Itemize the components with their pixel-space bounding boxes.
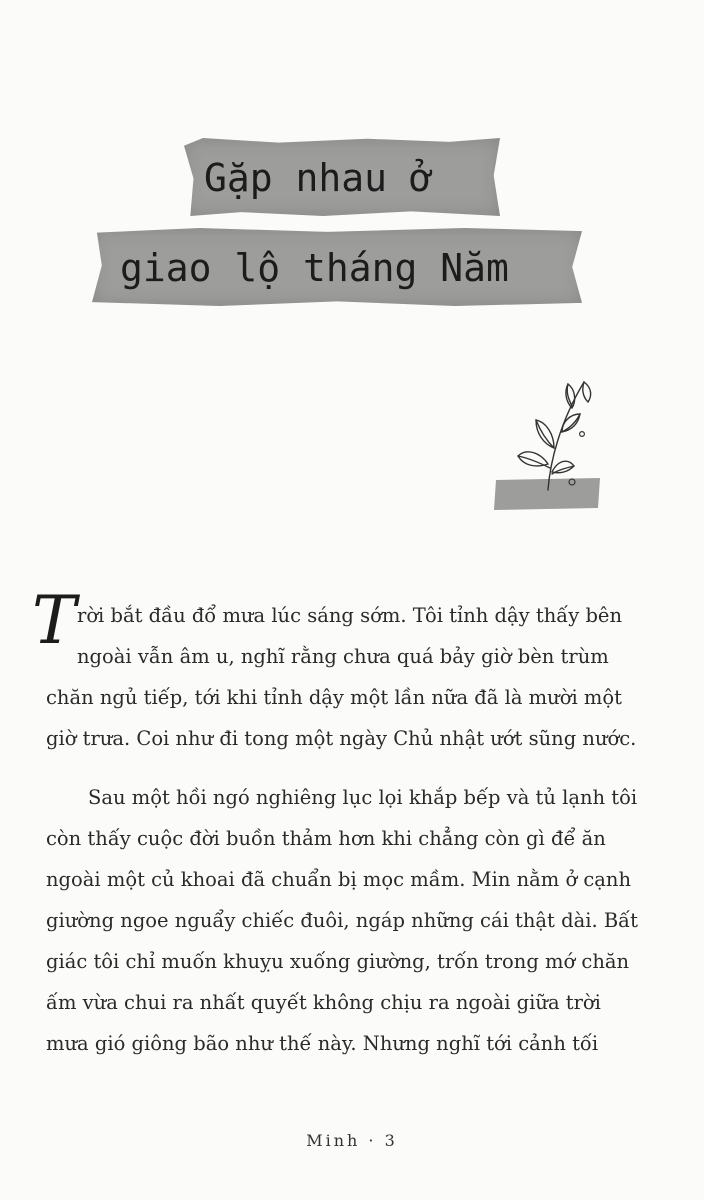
- paragraph-2-line-1: Sau một hồi ngó nghiêng lục lọi khắp bếp và tủ lạnh tôi: [88, 786, 638, 809]
- paragraph-2-line-4: giường ngoe nguẩy chiếc đuôi, ngáp những cái thật dài. Bất: [46, 909, 638, 932]
- paragraph-2-line-7: mưa gió giông bão như thế này. Nhưng nghĩ tới cảnh tối: [46, 1032, 599, 1055]
- paragraph-1-line-4: giờ trưa. Coi như đi tong một ngày Chủ nhật ướt sũng nước.: [46, 727, 637, 750]
- paragraph-1-line-2: ngoài vẫn âm u, nghĩ rằng chưa quá bảy giờ bèn trùm: [77, 645, 609, 668]
- paragraph-2-line-6: ấm vừa chui ra nhất quyết không chịu ra ngoài giữa trời: [46, 991, 601, 1014]
- paragraph-2-line-2: còn thấy cuộc đời buồn thảm hơn khi chẳng còn gì để ăn: [46, 827, 606, 850]
- chapter-title-line-1: Gặp nhau ở: [204, 156, 433, 200]
- paragraph-1-line-1: rời bắt đầu đổ mưa lúc sáng sớm. Tôi tỉnh dậy thấy bên: [77, 604, 623, 627]
- leaf-sprig-icon: [488, 372, 608, 512]
- page-footer: Minh · 3: [306, 1131, 398, 1150]
- paragraph-2-line-3: ngoài một củ khoai đã chuẩn bị mọc mầm. Min nằm ở cạnh: [46, 868, 632, 891]
- chapter-title-line-2: giao lộ tháng Năm: [120, 246, 509, 290]
- paragraph-2-line-5: giác tôi chỉ muốn khuỵu xuống giường, trốn trong mớ chăn: [46, 950, 630, 973]
- drop-cap: T: [32, 582, 77, 659]
- paragraph-1-line-3: chăn ngủ tiếp, tới khi tỉnh dậy một lần nữa đã là mười một: [46, 686, 622, 709]
